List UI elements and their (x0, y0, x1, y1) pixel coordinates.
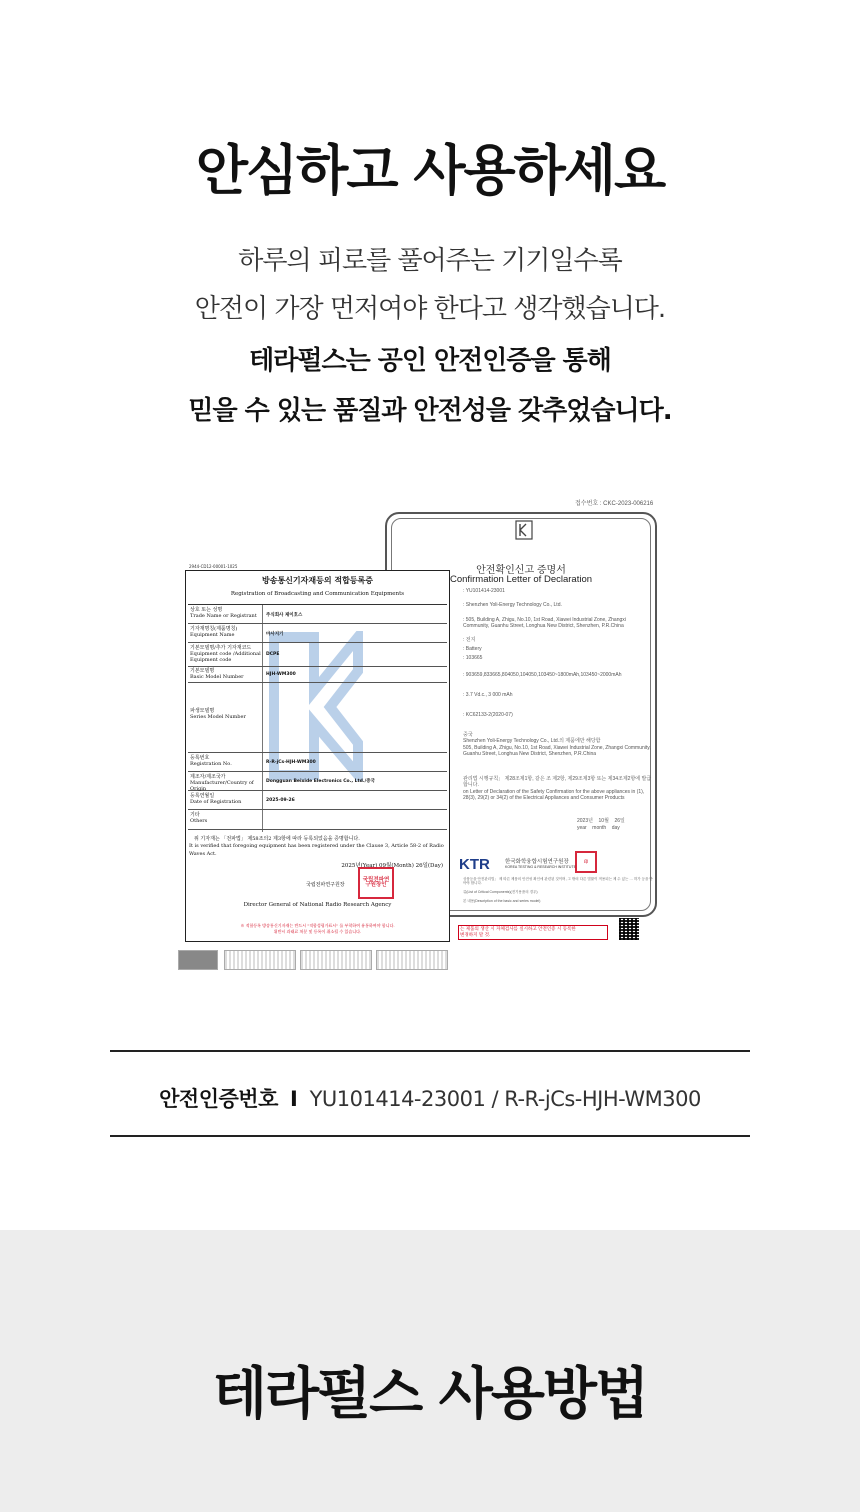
row-value: Dongguan Beixide Electronics Co., Ltd./중국 (266, 779, 375, 784)
cert-field: : Shenzhen Yoli-Energy Technology Co., Ltd. (463, 602, 562, 608)
cert-number-label: 안전인증번호 (159, 1087, 278, 1111)
cert-date: 2023년 10월 26일 (577, 818, 625, 824)
intro-line-3: 테라펄스는 공인 안전인증을 통해 (249, 346, 611, 376)
row-label-ko: 파생모델명 (190, 708, 215, 714)
table-row (188, 624, 447, 643)
row-label (190, 708, 262, 720)
row-label-ko: 상호 또는 성명 (190, 607, 223, 613)
ktr-name-en: KOREA TESTING & RESEARCH INSTITUTE (505, 865, 576, 869)
row-label-ko: 등록번호 (190, 755, 210, 761)
registration-title-ko: 방송통신기자재등의 적합등록증 (262, 575, 373, 585)
declaration-statement: 관리법 시행규칙」 제28조제1항, 같은 조 제2항, 제29조제3항 또는 제34조제2항에 발급합니다. on Letter of Declaration of the Safety Confirmation for the above appliances in (1), 28(3), 29(2) or 34(2) of the Electrical Appliances and Consumer Products (463, 776, 652, 801)
stamp-pattern (376, 950, 448, 970)
stamp-strip (178, 950, 450, 970)
row-label-ko: 기자재명칭(제품명칭) (190, 626, 238, 632)
row-label-en: Registration No. (190, 761, 232, 767)
cert-field: : 903659,833665,804050,104050,103450~1800mAh,103450~2000mAh (463, 672, 622, 678)
cert-number-line (0, 1083, 860, 1113)
ktr-logo: KTR (459, 856, 490, 873)
cert-number-value: YU101414-23001 / R-R-jCs-HJH-WM300 (309, 1087, 701, 1111)
notice-line-2: 위반시 과태료 처분 및 등록이 취소될 수 있습니다. (273, 929, 362, 934)
row-label-en: Equipment code /Additional Equipment code (190, 651, 261, 663)
row-label-ko: 기본모델명/추가 기자재코드 (190, 645, 252, 651)
safety-cert-title-ko: 안전확인신고 증명서 (476, 565, 566, 576)
receipt-number: 접수번호 : CKC-2023-006216 (575, 501, 654, 507)
intro-line-2: 안전이 가장 먼저여야 한다고 생각했습니다. (194, 294, 666, 324)
row-label (190, 607, 262, 619)
kc-mark-icon (515, 520, 533, 540)
usage-title: 테라펄스 사용방법 (212, 1362, 648, 1427)
doc-code: 2944-CD12-00001-1025 (189, 564, 238, 569)
row-label (190, 668, 262, 680)
cert-field: : 3.7 Vd.c., 3 000 mAh (463, 692, 513, 698)
cert-field: : 103665 (463, 655, 483, 661)
registration-table (188, 604, 447, 832)
row-label-ko: 기타 (190, 812, 200, 818)
row-label-ko: 등록연월일 (190, 793, 215, 799)
table-row (188, 605, 447, 624)
stamp-pattern (300, 950, 372, 970)
official-seal: 국립전파연구원장인 (358, 867, 394, 899)
row-label-en: Equipment Name (190, 632, 235, 638)
row-value: 2025-09-26 (266, 798, 295, 803)
row-value: DCPE (266, 652, 280, 657)
cert-note: 류(List of Critical Components)(전기용품의 경우) (463, 890, 538, 894)
table-row (188, 667, 447, 683)
maker-block: 중국 Shenzhen Yoli-Energy Technology Co., Ltd.의 제품에만 해당함 505, Building A, Zhigu, No.10, 1st Road, Xiawei Industrial Zone, Zhangxi Community, Guanhu Street, Longhua New District, Shenzhen, P.R.China (463, 732, 651, 757)
registration-date: 2025년(Year) 09월(Month) 26일(Day) (341, 863, 443, 869)
table-row (188, 683, 447, 753)
row-label-ko: 기본모델명 (190, 668, 215, 674)
cert-note: 본 내용(Description of the basic and series model) (463, 899, 541, 903)
cert-number-separator: I (290, 1087, 298, 1111)
row-label-en: Manufacturer/Country of Origin (190, 780, 254, 792)
intro-line-1: 하루의 피로를 풀어주는 기기일수록 (238, 246, 622, 276)
table-row (188, 772, 447, 791)
row-label-en: Trade Name or Registrant (190, 613, 257, 619)
row-label (190, 812, 262, 824)
row-value: 주식회사 제이호스 (266, 613, 303, 618)
registration-title-en: Registration of Broadcasting and Communication Equipments (230, 591, 405, 597)
row-label (190, 774, 262, 792)
row-label-en: Date of Registration (190, 799, 242, 805)
cert-field: : Battery (463, 646, 482, 652)
row-label-ko: 제조자/제조국가 (190, 774, 226, 780)
row-label (190, 755, 262, 767)
row-value: 마사지기 (266, 632, 284, 637)
verify-statement-ko: 위 기자재는 「전파법」 제58조의2 제3항에 따라 등록되었음을 증명합니다. (194, 836, 360, 842)
cert-warning-line-2: 변경하지 말 것. (460, 932, 491, 938)
cert-field: : YU101414-23001 (463, 588, 505, 594)
row-label-en: Basic Model Number (190, 674, 244, 680)
divider-top (110, 1050, 750, 1052)
cert-note: 상품등을 안전관리법」 제 따른 제품의 안전성 확인에 관련된 것이며, 그 밖의 다른 법률이 적용되는 제 수 있는 … 허가 등을 받아야 합니다. (463, 877, 653, 886)
row-label-en: Series Model Number (190, 714, 246, 720)
verify-statement-en: It is verified that foregoing equipment has been registered under the Clause 3, Article 58-2 of Radio Waves Act. (189, 843, 444, 857)
issuer-ko: 국립전파연구원장 (306, 882, 345, 888)
cert-warning-line-1: 는 제품의 생산 시 자체검사를 실시하고 안전인증 시 등록한 (460, 927, 576, 932)
table-row (188, 791, 447, 810)
cert-field: : 전지 (463, 637, 476, 643)
safety-cert-title-en: Confirmation Letter of Declaration (449, 574, 593, 585)
row-label (190, 626, 262, 638)
row-label-en: Others (190, 818, 208, 824)
cert-date-units: year month day (577, 825, 620, 831)
row-value: HJH-WM300 (266, 672, 296, 677)
registration-notice (186, 923, 449, 935)
table-row (188, 643, 447, 667)
intro-line-4: 믿을 수 있는 품질과 안전성을 갖추었습니다. (188, 396, 672, 426)
ktr-seal: 印 (575, 851, 597, 873)
divider-bottom (110, 1135, 750, 1137)
cert-field: : 505, Building A, Zhigu, No.10, 1st Road, Xiawei Industrial Zone, Zhangxi Community, Guanhu Street, Longhua New District, Shenzhen, P.R.China (463, 617, 626, 630)
stamp-icon (178, 950, 218, 970)
registration-certificate (185, 564, 450, 942)
issuer-en: Director General of National Radio Research Agency (243, 902, 392, 908)
table-row (188, 753, 447, 772)
cert-warning-red (458, 925, 608, 940)
cert-field: : KC62133-2(2020-07) (463, 712, 513, 718)
page-headline: 안심하고 사용하세요 (195, 139, 665, 202)
notice-line-1: ※ 적합등록 방송통신기자재는 반드시 "적합성평가표시" 를 부착하여 유통하여야 합니다. (240, 923, 395, 928)
stamp-pattern (224, 950, 296, 970)
qr-code-icon (619, 918, 639, 940)
ktr-name-ko: 한국화학융합시험연구원장 (505, 859, 569, 865)
certificates-image (180, 495, 680, 975)
row-value: R-R-jCs-HJH-WM300 (266, 760, 316, 765)
row-label (190, 793, 262, 805)
row-label (190, 645, 262, 663)
table-row (188, 810, 447, 830)
